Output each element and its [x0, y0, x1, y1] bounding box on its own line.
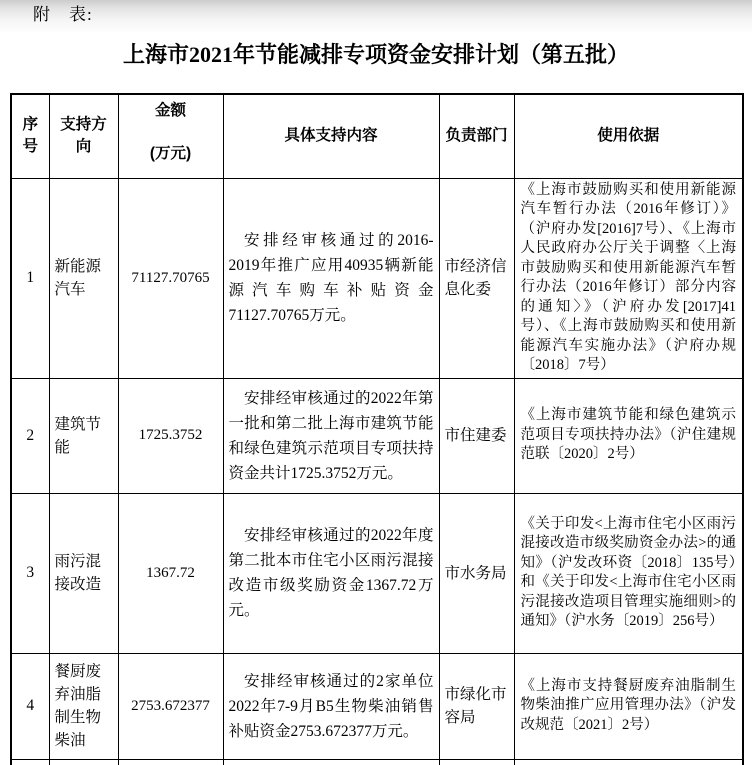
attachment-label: 附 表: — [33, 5, 93, 24]
support-content-text: 安排经审核通过的2家单位2022年7-9月B5生物柴油销售补贴资金2753.672377万元。 — [228, 672, 434, 740]
col-header-support-content: 具体支持内容 — [223, 94, 439, 178]
cell-support-content — [223, 178, 439, 378]
cell-department: 市经济信息化委 — [439, 178, 514, 378]
table-row-1 — [11, 178, 743, 378]
cell-serial-no: 1 — [11, 178, 49, 378]
cell-serial-no: 2 — [11, 378, 49, 493]
amount-header-unit: (万元) — [149, 145, 192, 162]
cell-usage-basis — [514, 378, 743, 493]
cell-serial-no: 3 — [11, 493, 49, 653]
page-title: 上海市2021年节能减排专项资金安排计划（第五批） — [122, 42, 629, 67]
table-row-3 — [11, 493, 743, 653]
cell-empty — [118, 759, 223, 765]
cell-department: 市水务局 — [439, 493, 514, 653]
cell-empty — [223, 759, 439, 765]
table-row-4 — [11, 653, 743, 759]
cell-empty — [439, 759, 514, 765]
col-header-support-direction: 支持方向 — [49, 94, 118, 178]
table-row-2 — [11, 378, 743, 493]
usage-basis-text: 《上海市支持餐厨废弃油脂制生物柴油推广应用管理办法》（沪发改规范〔2021〕2号） — [520, 677, 736, 733]
cell-empty — [11, 759, 49, 765]
cell-support-content — [223, 493, 439, 653]
cell-support-direction: 餐厨废弃油脂制生物柴油 — [49, 653, 118, 759]
cell-usage-basis — [514, 653, 743, 759]
cell-support-content — [223, 653, 439, 759]
support-content-text: 安排经审核通过的2022年度第二批本市住宅小区雨污混接改造市级奖励资金1367.72万元。 — [228, 527, 434, 619]
col-header-serial-no: 序号 — [11, 94, 49, 178]
col-header-usage-basis: 使用依据 — [514, 94, 743, 178]
usage-basis-text: 《上海市鼓励购买和使用新能源汽车暂行办法（2016年修订）》（沪府办发[2016]7号）、《上海市人民政府办公厅关于调整〈上海市鼓励购买和使用新能源汽车暂行办法（2016年修订）部分内容的通知〉》（沪府办发[2017]41号）、《上海市鼓励购买和使用新能源汽车实施办法》（沪府办规〔2018〕7号） — [520, 181, 736, 373]
cell-department: 市住建委 — [439, 378, 514, 493]
table-header-row — [11, 94, 743, 178]
col-header-department: 负责部门 — [439, 94, 514, 178]
usage-basis-text: 《上海市建筑节能和绿色建筑示范项目专项扶持办法》（沪住建规范联〔2020〕2号） — [520, 407, 736, 463]
cell-support-direction: 雨污混接改造 — [49, 493, 118, 653]
cell-empty — [49, 759, 118, 765]
cell-support-direction: 建筑节能 — [49, 378, 118, 493]
support-content-text: 安排经审核通过的2022年第一批和第二批上海市建筑节能和绿色建筑示范项目专项扶持资金共计1725.3752万元。 — [228, 389, 434, 482]
cell-amount: 71127.70765 — [118, 178, 223, 378]
cell-amount: 1367.72 — [118, 493, 223, 653]
cell-department: 市绿化市容局 — [439, 653, 514, 759]
cell-amount: 2753.672377 — [118, 653, 223, 759]
cell-amount: 1725.3752 — [118, 378, 223, 493]
amount-header-title: 金额 — [154, 102, 186, 119]
fund-plan-table — [10, 93, 744, 765]
cell-usage-basis — [514, 493, 743, 653]
cell-empty — [514, 759, 743, 765]
cell-serial-no: 4 — [11, 653, 49, 759]
support-content-text: 安排经审核通过的2016-2019年推广应用40935辆新能源汽车购车补贴资金71127.70765万元。 — [228, 232, 434, 324]
cell-support-content — [223, 378, 439, 493]
col-header-amount — [118, 94, 223, 178]
usage-basis-text: 《关于印发<上海市住宅小区雨污混接改造市级奖励资金办法>的通知》（沪发改环资〔2018〕135号）和《关于印发<上海市住宅小区雨污混接改造项目管理实施细则>的通知》（沪水务〔2019〕256号） — [520, 515, 736, 629]
table-row-partial — [11, 759, 743, 765]
cell-usage-basis — [514, 178, 743, 378]
cell-support-direction: 新能源汽车 — [49, 178, 118, 378]
